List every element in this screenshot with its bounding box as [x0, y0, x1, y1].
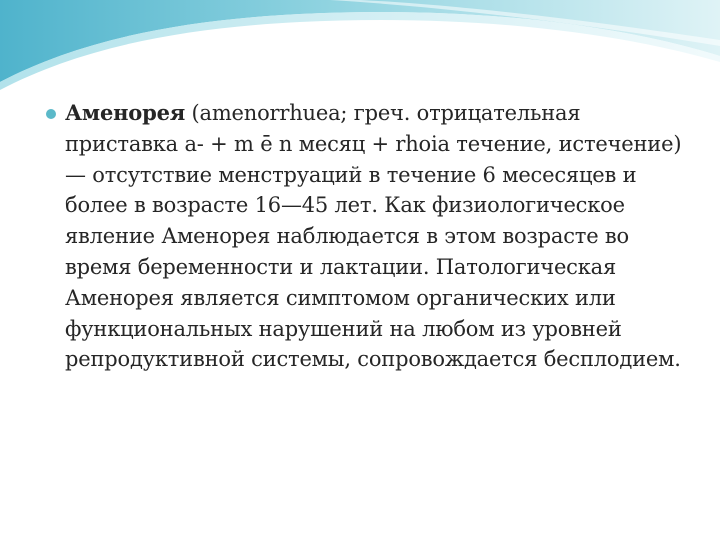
bullet-icon — [46, 109, 56, 119]
header-wave-decoration — [0, 0, 720, 90]
bullet-item — [44, 98, 694, 375]
definition-text: (amenorrhuea; греч. отрицательная приставка а- + m ē n месяц + rhoia течение, истечение) — отсутствие менструаций в течение 6 месесяцев и более в возрасте 16—45 лет. Как физиологическое явление Аменорея наблюдается в этом возрасте во время беременности и лактации. Патологическая Аменорея является симптомом органических или функциональных нарушений на любом из уровней репродуктивной системы, сопровождается бесплодием. — [65, 101, 682, 372]
term-amenorrhea: Аменорея — [65, 100, 186, 125]
bullet-text — [65, 98, 694, 375]
slide-content — [44, 98, 694, 375]
